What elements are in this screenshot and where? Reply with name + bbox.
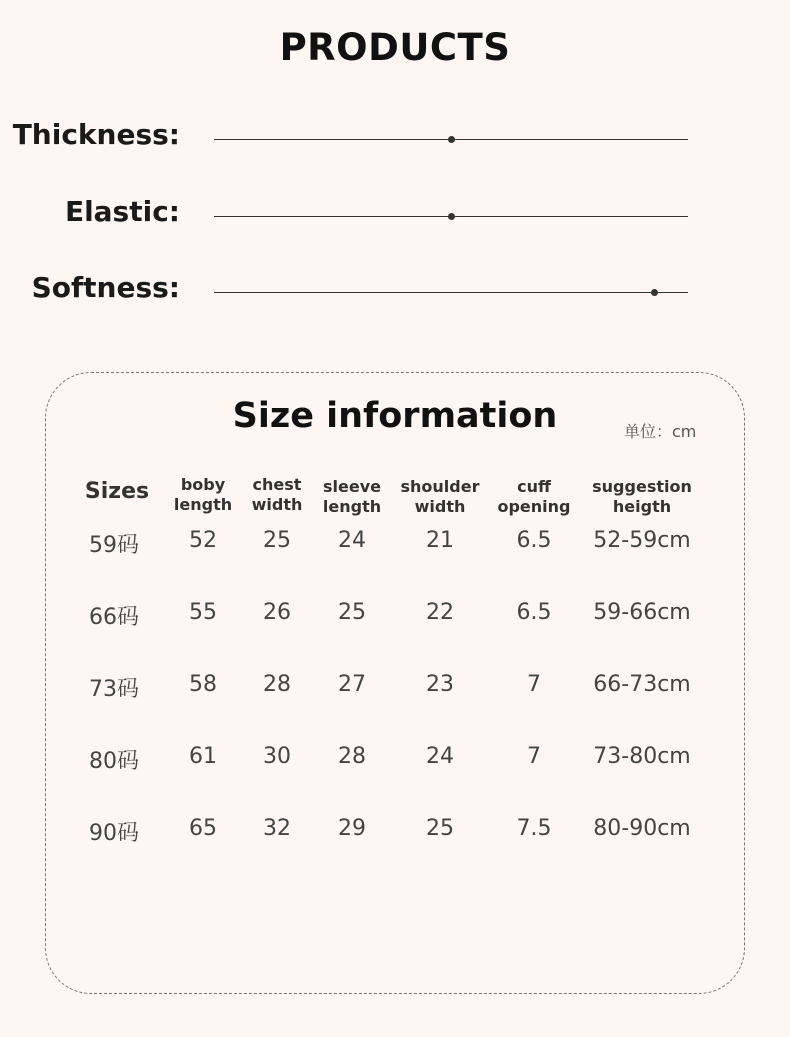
- attribute-label: Elastic:: [64, 195, 180, 228]
- table-cell: 65: [189, 816, 217, 841]
- table-cell: 7: [527, 672, 541, 697]
- column-header-line: sleeve: [323, 477, 381, 496]
- table-cell: 29: [338, 816, 366, 841]
- column-header: [587, 477, 697, 517]
- table-cell: 25: [263, 528, 291, 553]
- column-header-line: boby: [180, 475, 226, 494]
- attribute-scale-line: [214, 139, 688, 140]
- table-cell: 28: [263, 672, 291, 697]
- attribute-level-marker: [448, 213, 455, 220]
- size-label-cell: 80码: [89, 749, 139, 774]
- column-header-line: shoulder: [400, 477, 480, 496]
- table-cell: 7: [527, 744, 541, 769]
- table-cell: 30: [263, 744, 291, 769]
- size-info-title: Size information: [232, 396, 558, 436]
- column-header: [479, 477, 589, 517]
- table-cell: 66-73cm: [593, 672, 691, 697]
- table-cell: 73-80cm: [593, 744, 691, 769]
- column-header-line: cuff: [517, 477, 551, 496]
- attribute-scale-line: [214, 216, 688, 217]
- size-label-cell: 66码: [89, 605, 139, 630]
- page-title: PRODUCTS: [279, 26, 511, 69]
- unit-label: 单位：cm: [624, 422, 697, 441]
- table-cell: 23: [426, 672, 454, 697]
- table-cell: 27: [338, 672, 366, 697]
- table-cell: 32: [263, 816, 291, 841]
- table-cell: 25: [338, 600, 366, 625]
- table-cell: 6.5: [516, 600, 552, 625]
- table-cell: 52: [189, 528, 217, 553]
- table-cell: 52-59cm: [593, 528, 691, 553]
- table-cell: 61: [189, 744, 217, 769]
- column-header-line: width: [414, 497, 466, 516]
- column-header-line: Sizes: [84, 479, 150, 504]
- size-label-cell: 73码: [89, 677, 139, 702]
- table-cell: 28: [338, 744, 366, 769]
- attribute-row: [0, 271, 790, 311]
- table-cell: 24: [426, 744, 454, 769]
- table-cell: 55: [189, 600, 217, 625]
- column-header-line: heigth: [612, 497, 672, 516]
- attribute-level-marker: [651, 289, 658, 296]
- column-header-line: suggestion: [592, 477, 692, 496]
- table-cell: 7.5: [516, 816, 552, 841]
- column-header-line: length: [322, 497, 382, 516]
- attribute-label: Thickness:: [12, 118, 180, 151]
- attribute-row: [0, 195, 790, 235]
- table-cell: 24: [338, 528, 366, 553]
- column-header-line: length: [173, 495, 233, 514]
- column-header-line: chest: [252, 475, 302, 494]
- column-header-line: opening: [497, 497, 571, 516]
- column-header-line: width: [251, 495, 303, 514]
- attribute-level-marker: [448, 136, 455, 143]
- table-cell: 6.5: [516, 528, 552, 553]
- size-label-cell: 59码: [89, 533, 139, 558]
- table-cell: 26: [263, 600, 291, 625]
- table-cell: 59-66cm: [593, 600, 691, 625]
- table-cell: 80-90cm: [593, 816, 691, 841]
- table-cell: 21: [426, 528, 454, 553]
- attribute-scale-line: [214, 292, 688, 293]
- size-label-cell: 90码: [89, 821, 139, 846]
- table-cell: 22: [426, 600, 454, 625]
- table-cell: 58: [189, 672, 217, 697]
- attribute-label: Softness:: [31, 271, 180, 304]
- table-cell: 25: [426, 816, 454, 841]
- attribute-row: [0, 118, 790, 158]
